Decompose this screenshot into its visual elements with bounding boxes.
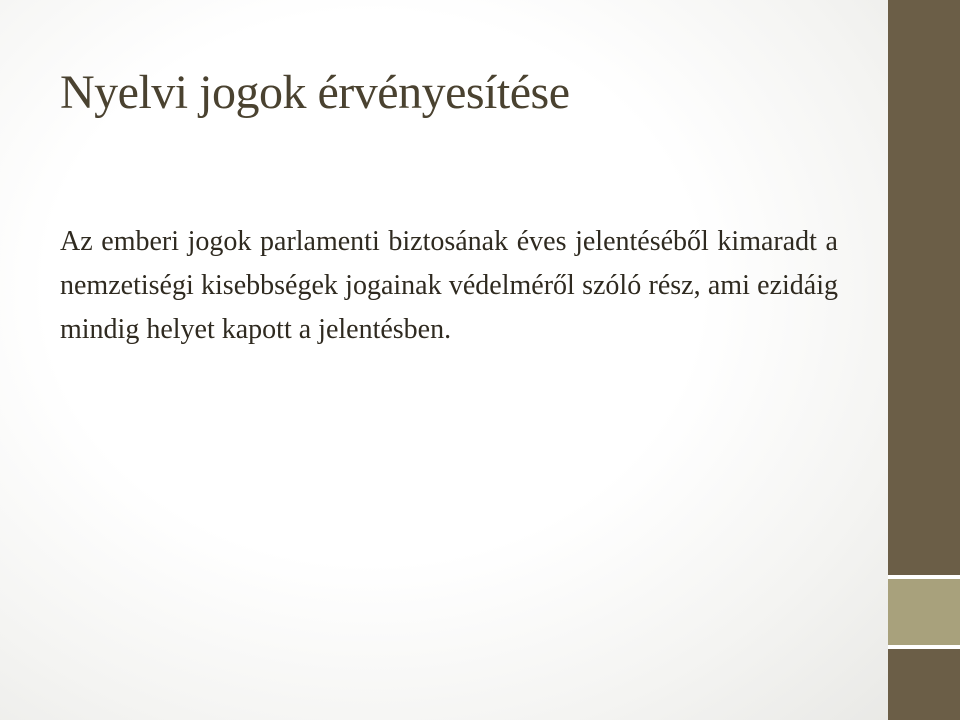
sidebar-accent-block: [888, 579, 960, 645]
decorative-sidebar: [888, 0, 960, 720]
sidebar-divider-bottom: [888, 645, 960, 649]
slide-title: Nyelvi jogok érvényesítése: [60, 66, 570, 119]
slide-body-text: Az emberi jogok parlamenti biztosának éves jelentéséből kimaradt a nemzetiségi kisebbségek jogainak védelméről szóló rész, ami ezidáig mindig helyet kapott a jelentésben.: [60, 226, 838, 345]
